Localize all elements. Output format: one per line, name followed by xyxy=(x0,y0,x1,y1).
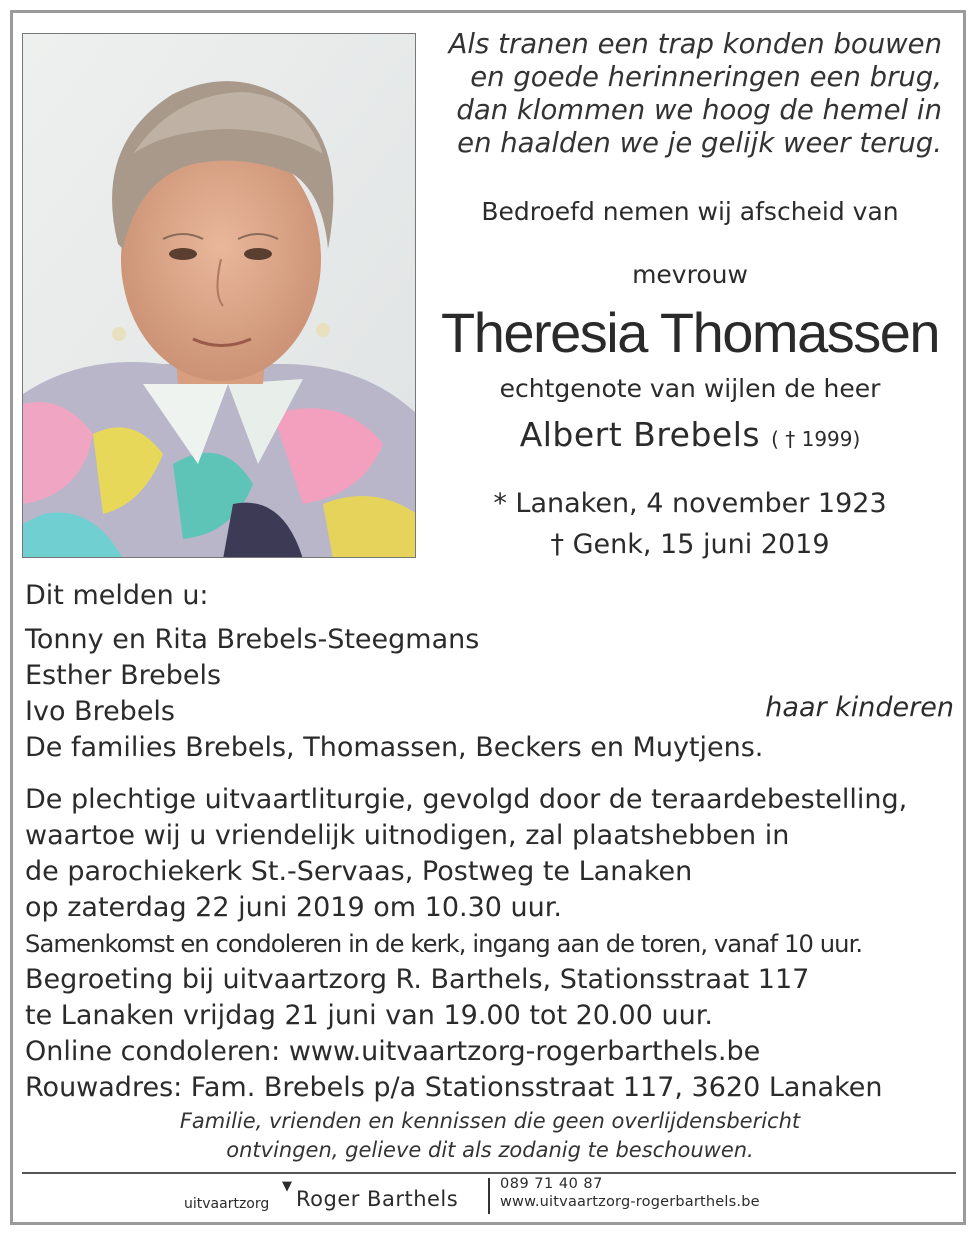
death-line: † Genk, 15 juni 2019 xyxy=(550,529,830,560)
funeral-line: De plechtige uitvaartliturgie, gevolgd door de teraardebestelling, xyxy=(25,784,908,815)
brand-separator xyxy=(488,1178,490,1214)
funeral-line: te Lanaken vrijdag 21 juni van 19.00 tot 20.00 uur. xyxy=(25,1000,713,1031)
brand-website: www.uitvaartzorg-rogerbarthels.be xyxy=(500,1194,760,1210)
funeral-line: waartoe wij u vriendelijk uitnodigen, zal plaatshebben in xyxy=(25,820,790,851)
spouse-line xyxy=(430,415,950,454)
notify-label: Dit melden u: xyxy=(25,580,209,611)
mourning-address: Rouwadres: Fam. Brebels p/a Stationsstraat 117, 3620 Lanaken xyxy=(25,1072,883,1103)
footer-note-line: ontvingen, gelieve dit als zodanig te beschouwen. xyxy=(226,1138,754,1162)
funeral-line: op zaterdag 22 juni 2019 om 10.30 uur. xyxy=(25,892,562,923)
family-member: Tonny en Rita Brebels-Steegmans xyxy=(25,624,480,655)
funeral-line: Samenkomst en condoleren in de kerk, ingang aan de toren, vanaf 10 uur. xyxy=(25,930,863,958)
footer-note-line: Familie, vrienden en kennissen die geen overlijdensbericht xyxy=(179,1109,801,1133)
children-label: haar kinderen xyxy=(765,692,954,723)
intro-text: Bedroefd nemen wij afscheid van xyxy=(481,197,899,226)
deceased-name: Theresia Thomassen xyxy=(441,301,939,364)
online-condolence-line: Online condoleren: www.uitvaartzorg-rogerbarthels.be xyxy=(25,1036,761,1067)
birth-line: * Lanaken, 4 november 1923 xyxy=(493,488,887,519)
triangle-down-icon: ▼ xyxy=(282,1179,292,1194)
spouse-death: ( † 1999) xyxy=(771,427,861,451)
family-member: Esther Brebels xyxy=(25,660,222,691)
funeral-details xyxy=(25,782,907,1106)
poem-line: Als tranen een trap konden bouwen xyxy=(448,28,942,60)
footer-note xyxy=(0,1107,980,1165)
spouse-relation: echtgenote van wijlen de heer xyxy=(499,374,881,403)
poem-line: en goede herinneringen een brug, xyxy=(470,61,942,93)
funeral-line: Begroeting bij uitvaartzorg R. Barthels, Stationsstraat 117 xyxy=(25,964,810,995)
portrait-photo xyxy=(22,33,416,558)
poem xyxy=(449,28,942,160)
footer-divider xyxy=(22,1172,956,1174)
family-member: De families Brebels, Thomassen, Beckers en Muytjens. xyxy=(25,732,764,763)
brand-prefix: uitvaartzorg xyxy=(184,1196,270,1212)
spouse-name: Albert Brebels xyxy=(519,415,761,454)
poem-line: en haalden we je gelijk weer terug. xyxy=(457,127,942,159)
family-member: Ivo Brebels xyxy=(25,696,176,727)
family-list xyxy=(25,622,763,766)
funeral-line: de parochiekerk St.-Servaas, Postweg te Lanaken xyxy=(25,856,693,887)
brand-phone: 089 71 40 87 xyxy=(500,1176,603,1192)
title-text: mevrouw xyxy=(632,260,748,289)
brand-name: Roger Barthels xyxy=(296,1187,459,1211)
poem-line: dan klommen we hoog de hemel in xyxy=(456,94,942,126)
